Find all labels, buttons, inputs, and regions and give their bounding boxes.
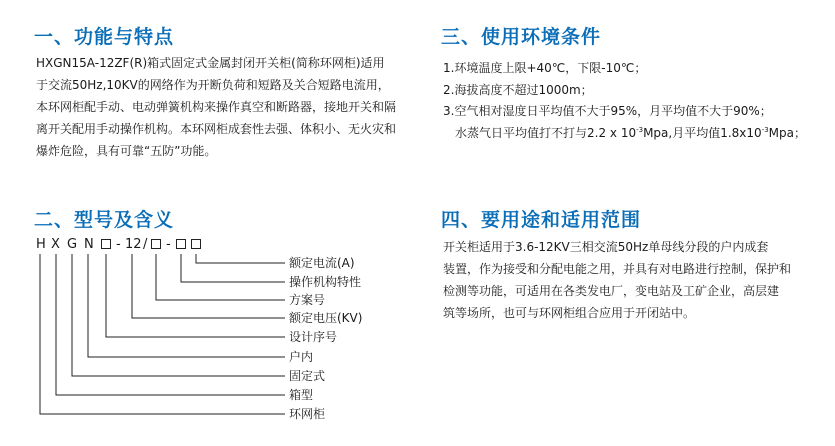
- label-indoor: 户内: [289, 350, 314, 364]
- features-line: HXGN15A-12ZF(R)箱式固定式金属封闭开关柜(简称环网柜)适用: [36, 56, 385, 70]
- label-rated-current: 额定电流(A): [289, 256, 355, 270]
- label-design-no: 设计序号: [289, 330, 338, 344]
- application-paragraph: [443, 236, 791, 324]
- section-title-environment: 三、使用环境条件: [441, 26, 602, 48]
- label-box-type: 箱型: [289, 388, 314, 402]
- environment-conditions: [443, 58, 806, 144]
- features-line: 本环网柜配手动、电动弹簧机构来操作真空和断路器，接地开关和隔: [36, 100, 397, 114]
- section-title-application: 四、要用途和适用范围: [441, 209, 642, 231]
- code-slash: /: [143, 237, 148, 252]
- condition-item: 2.海拔高度不超过1000m；: [443, 82, 593, 97]
- code-letter-g: G: [67, 237, 78, 252]
- condition-item: 1.环境温度上限+40℃，下限-10℃；: [443, 61, 647, 75]
- features-line: 爆炸危险，具有可靠“五防”功能。: [36, 144, 217, 158]
- application-line: 装置，作为接受和分配电能之用，并具有对电路进行控制，保护和: [443, 262, 792, 276]
- code-voltage: 12: [125, 237, 142, 252]
- code-letter-h: H: [36, 237, 46, 252]
- code-dash: -: [166, 237, 171, 252]
- label-scheme-no: 方案号: [289, 293, 326, 307]
- application-line: 筑等场所，也可与环网柜组合应用于开闭站中。: [443, 306, 696, 320]
- condition-item: 3.空气相对湿度日平均值不大于95%，月平均值不大于90%；: [443, 104, 772, 118]
- features-line: 离开关配用手动操作机构。本环网柜成套性去强、体积小、无火灾和: [36, 122, 397, 136]
- label-rated-voltage: 额定电压(KV): [289, 311, 363, 325]
- section-title-features: 一、功能与特点: [34, 26, 175, 48]
- features-line: 于交流50Hz,10KV的网络作为开断负荷和短路及关合短路电流用，: [36, 78, 390, 92]
- code-letter-x: X: [51, 237, 60, 252]
- label-ring-main-unit: 环网柜: [289, 407, 326, 421]
- label-mechanism: 操作机构特性: [289, 275, 362, 289]
- condition-vapor: 水蒸气日平均值打不打与2.2 x $10^{-3}Mpa$,月平均值$1.8x10^{-3}Mpa$；: [455, 125, 806, 140]
- code-letter-n: N: [84, 237, 94, 252]
- section-title-model: 二、型号及含义: [34, 209, 175, 231]
- code-dash: -: [116, 237, 121, 252]
- label-fixed-type: 固定式: [289, 369, 326, 383]
- application-line: 检测等功能，可适用在各类发电厂，变电站及工矿企业，高层建: [443, 284, 780, 298]
- application-line: 开关柜适用于3.6-12KV三相交流50Hz单母线分段的户内成套: [443, 240, 769, 254]
